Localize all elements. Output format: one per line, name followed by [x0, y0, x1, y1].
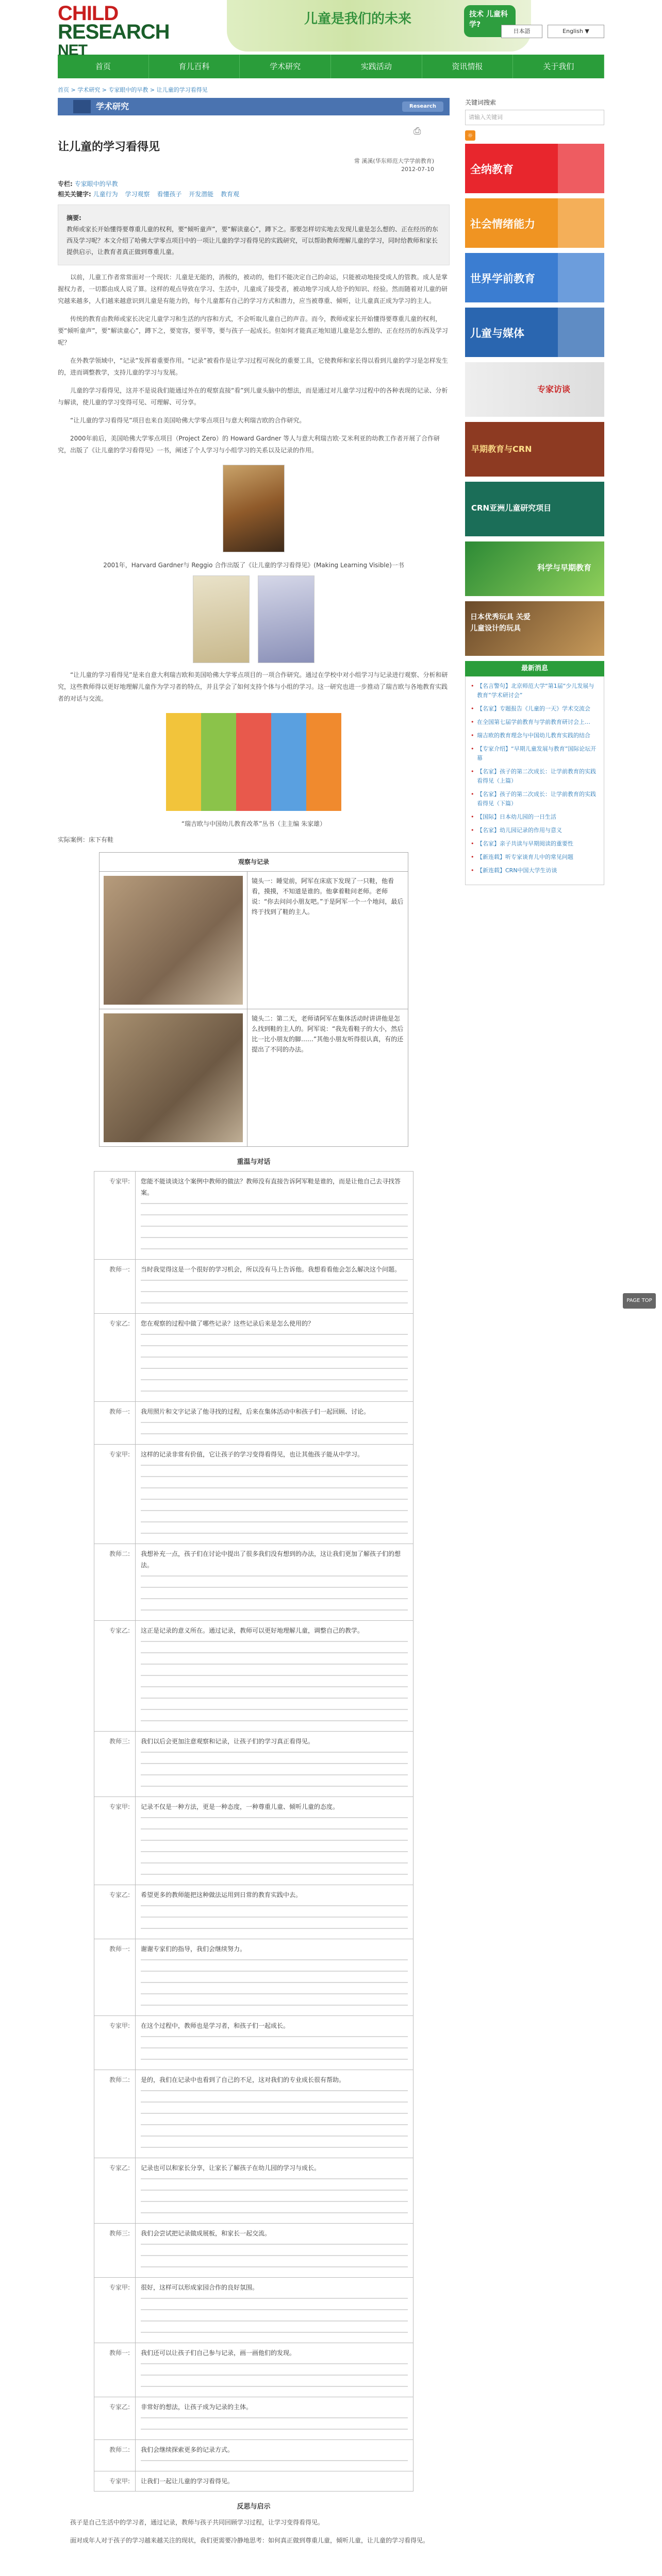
speech — [136, 1402, 413, 1445]
text-lines — [141, 2359, 408, 2393]
abstract-label: 摘要: — [67, 214, 81, 222]
section-title: 反思与启示 — [237, 2503, 271, 2511]
speech-text: 是的，我们在记录中也看到了自己的不足，这对我们的专业成长很有帮助。 — [141, 2076, 345, 2083]
speech — [136, 1732, 413, 1797]
speech — [136, 2397, 413, 2440]
speaker: 教师三: — [94, 2224, 136, 2278]
category-inclusive-education[interactable] — [465, 144, 604, 193]
speech-text: 我们会继续探索更多的记录方式。 — [141, 2446, 234, 2453]
paragraph: 2000年前后，美国哈佛大学零点项目（Project Zero）的 Howard Gardner 等人与意大利瑞吉欧·艾米利亚的幼教工作者开展了合作研究，出版了《让儿童的学习看得见》一书，阐述了个人学习与小组学习的关系以及记录的作用。 — [58, 435, 440, 454]
header-banner — [227, 0, 531, 52]
keyword-link[interactable]: 开发潜能 — [189, 191, 214, 198]
case-photo — [104, 1013, 243, 1142]
speaker: 教师二: — [94, 2440, 136, 2471]
nav-research[interactable]: 学术研究 — [240, 55, 331, 78]
speech-text: 我用照片和文字记录了他寻找的过程，后来在集体活动中和孩子们一起回顾、讨论。 — [141, 1408, 370, 1415]
banner-text: 科学与早期教育 — [537, 563, 592, 572]
keyword-link[interactable]: 看懂孩子 — [157, 191, 182, 198]
column-header — [58, 98, 450, 115]
banner-text: 日本优秀玩具 关爱儿童设计的玩具 — [470, 613, 531, 633]
article-date: 2012-07-10 — [401, 166, 434, 173]
logo-research: RESEARCH — [58, 21, 170, 43]
paragraph: 儿童的学习看得见，这并不是说我们能通过外在的观察直接“看”到儿童头脑中的想法，而是通过对儿童学习过程中的各种表现的记录、分析与解读，使儿童的学习变得可见、可理解、可分享。 — [58, 387, 448, 406]
nav-about[interactable]: 关于我们 — [513, 55, 604, 78]
column-link[interactable]: 专家眼中的早教 — [74, 180, 118, 188]
speech — [136, 2158, 413, 2224]
speech-text: 我想补充一点，孩子们在讨论中提出了很多我们没有想到的办法，这让我们更加了解孩子们的想法。 — [141, 1550, 401, 1569]
speaker: 专家乙: — [94, 2158, 136, 2224]
keyword-link[interactable]: 儿童行为 — [93, 191, 118, 198]
paragraph: “让儿童的学习看得见”是来自意大利瑞吉欧和美国哈佛大学零点项目的一项合作研究。通过在学校中对小组学习与记录进行观察、分析和研究，这些教师得以更好地理解儿童作为学习者的特点，并且学会了如何支持个体与小组的学习。这一研究也进一步推动了瑞吉欧与各地教育实践者的对话与交流。 — [58, 671, 448, 702]
speaker: 教师一: — [94, 1260, 136, 1314]
speaker: 专家甲: — [94, 2016, 136, 2070]
text-lines — [141, 2174, 408, 2219]
table-row — [94, 1732, 413, 1797]
text-lines — [141, 1901, 408, 1935]
article-author: 常 溪溪(华东师范大学学前教育) — [354, 158, 434, 164]
sidebar-banner-interview[interactable] — [465, 362, 604, 417]
news-item[interactable]: • 【名家】专题报告《儿童的一天》学术交流会 — [471, 704, 599, 714]
table-header: 观察与记录 — [100, 853, 408, 872]
book-cover-image — [258, 575, 315, 663]
sidebar-banner-toys[interactable] — [465, 601, 604, 656]
table-row — [94, 1172, 413, 1260]
table-row — [94, 2016, 413, 2070]
book-cover-image — [193, 575, 250, 663]
table-row — [94, 2158, 413, 2224]
banner-text: 早期教育与CRN — [471, 444, 532, 454]
column-icon — [73, 100, 91, 113]
table-row — [94, 2278, 413, 2343]
news-item[interactable]: • 【名家】孩子的第二次成长：让学前教育的实践看得见（上篇） — [471, 767, 599, 786]
page-top-button[interactable]: PAGE TOP — [623, 1293, 656, 1309]
main-content — [58, 98, 450, 2553]
table-row — [94, 2224, 413, 2278]
speech-text: 谢谢专家们的指导，我们会继续努力。 — [141, 1945, 246, 1953]
logo-net: NET — [58, 42, 87, 59]
speech-text: 我们还可以让孩子们自己参与记录，画一画他们的发现。 — [141, 2349, 296, 2357]
category-label: 全纳教育 — [470, 163, 514, 176]
news-item[interactable]: • 【新连载】听专家谈育儿中的常见问题 — [471, 853, 599, 862]
speech-text: 非常好的想法，让孩子成为记录的主体。 — [141, 2403, 253, 2411]
speaker: 专家甲: — [94, 2471, 136, 2492]
paragraph: 在外教学领域中，“记录”发挥着重要作用。“记录”被看作是让学习过程可视化的重要工具，它使教师和家长得以看到儿童的学习是怎样发生的，进而调整教学，支持儿童的学习与发展。 — [58, 357, 448, 376]
speaker: 专家甲: — [94, 1445, 136, 1544]
sidebar-banner-crn[interactable] — [465, 422, 604, 477]
speech-text: 您能不能谈谈这个案例中教师的做法？教师没有直接告诉阿军鞋是谁的，而是让他自己去寻找答案。 — [141, 1178, 401, 1196]
text-lines — [141, 2239, 408, 2273]
table-row — [94, 1621, 413, 1732]
header — [58, 0, 604, 59]
text-lines — [141, 2086, 408, 2154]
category-image — [558, 198, 604, 248]
text-lines — [141, 1812, 408, 1880]
table-row — [94, 2070, 413, 2158]
speech-text: 在这个过程中，教师也是学习者，和孩子们一起成长。 — [141, 2022, 290, 2029]
category-image — [558, 144, 604, 193]
text-lines — [141, 1955, 408, 2011]
speaker: 专家甲: — [94, 2278, 136, 2343]
logo-child: CHILD — [58, 2, 119, 25]
table-row — [94, 2440, 413, 2471]
figure-caption: “瑞吉欧与中国幼儿教育改革”丛书（主主编 朱家雄） — [181, 820, 326, 827]
speech-text: 当时我觉得这是一个很好的学习机会，所以没有马上告诉他。我想看看他会怎么解决这个问题。 — [141, 1266, 401, 1273]
speech — [136, 1621, 413, 1732]
speaker: 专家乙: — [94, 2397, 136, 2440]
print-icon[interactable]: ⎙ — [413, 126, 421, 137]
paragraph: 面对成年人对于孩子的学习越来越关注的现状，我们更需要冷静地思考：如何真正做到尊重儿童，倾听儿童，让儿童的学习看得见。 — [70, 2537, 429, 2544]
category-label: 社会情绪能力 — [470, 218, 535, 230]
case-title: 实际案例：床下有鞋 — [58, 836, 114, 843]
speech-text: 希望更多的教师能把这种做法运用到日常的教育实践中去。 — [141, 1891, 302, 1899]
table-cell: 镜头二：第二天，老师请阿军在集体活动时讲讲他是怎么找到鞋的主人的。阿军说：“我先看鞋子的大小，然后比一比小朋友的脚……”其他小朋友听得很认真，有的还提出了不同的办法。 — [247, 1009, 408, 1147]
speaker: 教师一: — [94, 1402, 136, 1445]
nav-parenting[interactable]: 育儿百科 — [149, 55, 240, 78]
banner-bubble: 技术 儿童科学? — [464, 5, 516, 37]
site-logo[interactable] — [58, 2, 212, 59]
section-title: 重温与对话 — [237, 1158, 271, 1166]
news-item[interactable]: • 【国际】日本幼儿园的一日生活 — [471, 812, 599, 822]
banner-text: CRN亚洲儿童研究项目 — [471, 503, 552, 513]
speech-text: 我们会尝试把记录做成展板，和家长一起交流。 — [141, 2230, 271, 2237]
table-row — [94, 1260, 413, 1314]
speech-text: 我们以后会更加注意观察和记录，让孩子们的学习真正看得见。 — [141, 1738, 315, 1745]
text-lines — [141, 2031, 408, 2065]
paragraph: 以前，儿童工作者常常面对一个现状：儿童是无能的，消极的，被动的，他们不能决定自己的命运，只能被动地接受成人的管教。成人是掌握权力者，一切都由成人说了算。这样的观点导致在学习、生活中，儿童成了接受者，被动地学习成人给予的知识、经验。然而随着对儿童的研究越来越多，人们越来越意识到儿童是有能力的，每个儿童都有自己的学习方式和潜力，应当被尊重、倾听，让儿童真正成为学习的主人。 — [58, 274, 448, 304]
speaker: 教师三: — [94, 1732, 136, 1797]
speech — [136, 1544, 413, 1621]
language-select[interactable]: English ▼ — [548, 25, 604, 38]
speech — [136, 1314, 413, 1402]
speech-text: 这样的记录非常有价值，它让孩子的学习变得看得见，也让其他孩子能从中学习。 — [141, 1451, 364, 1458]
table-row — [94, 1885, 413, 1939]
speech — [136, 1260, 413, 1314]
category-world-preschool[interactable] — [465, 253, 604, 302]
breadcrumb[interactable]: 首页 > 学术研究 > 专家眼中的早教 > 让儿童的学习看得见 — [58, 87, 208, 93]
banner-slogan: 儿童是我们的未来 — [304, 11, 412, 27]
category-label: 世界学前教育 — [470, 273, 535, 285]
search-label: 关键词搜索 — [465, 99, 496, 106]
text-lines — [141, 2413, 408, 2435]
table-row — [94, 1314, 413, 1402]
news-item[interactable]: • 【名家】亲子共读与早期阅读的重要性 — [471, 839, 599, 849]
text-lines — [141, 1198, 408, 1255]
search-input[interactable]: 请输入关键词 — [465, 110, 604, 125]
news-item[interactable]: • 【新连载】CRN中国大学生访谈 — [471, 866, 599, 875]
speech-text: 这正是记录的意义所在。通过记录，教师可以更好地理解儿童，调整自己的教学。 — [141, 1627, 364, 1634]
table-row — [94, 1939, 413, 2016]
sidebar — [465, 98, 604, 885]
paragraph: 传统的教育由教师或家长决定儿童学习和生活的内容和方式，不会听取儿童自己的声音。而今，教师或家长开始懂得要尊重儿童的权利，要“倾听童声”，要“解读童心”，蹲下之，要宽容，要平等，要与孩子一起成长。但如何才能真正地知道儿童是怎么想的、正在经历的东西及学习呢？ — [58, 315, 448, 346]
speaker: 教师一: — [94, 2343, 136, 2397]
speaker: 专家乙: — [94, 1621, 136, 1732]
table-row — [94, 1402, 413, 1445]
sidebar-banner-science[interactable] — [465, 541, 604, 596]
keyword-link[interactable]: 教育观 — [221, 191, 240, 198]
text-lines — [141, 1571, 408, 1616]
keyword-link[interactable]: 学习观察 — [125, 191, 150, 198]
text-lines — [141, 1636, 408, 1727]
news-item[interactable]: • 在全国第七届学前教育与学前教育研讨会上… — [471, 718, 599, 727]
abstract-text: 教师或家长开始懂得要尊重儿童的权利，要“倾听童声”，要“解读童心”，蹲下之。那要怎样切实地去发现儿童是怎么想的、正在经历的东西及学习呢？本文介绍了哈佛大学零点项目中的一项让儿童的学习看得见的实践研究，可以帮助教师理解儿童的学习，同时给教师和家长提供启示，让教育者真正做到尊重儿童。 — [67, 226, 438, 256]
case-photo — [104, 876, 243, 1005]
speech — [136, 2016, 413, 2070]
news-item[interactable]: • 【专家介绍】“早期儿童发展与教育”国际论坛开幕 — [471, 744, 599, 763]
text-lines — [141, 2293, 408, 2338]
rss-icon[interactable]: ☼ — [465, 130, 475, 141]
book-cover-image — [223, 465, 285, 552]
article-title: 让儿童的学习看得见 — [58, 141, 160, 154]
text-lines — [141, 1329, 408, 1397]
speaker: 专家乙: — [94, 1885, 136, 1939]
speech — [136, 1445, 413, 1544]
speech-text: 记录也可以和家长分享，让家长了解孩子在幼儿园的学习与成长。 — [141, 2164, 321, 2172]
speech — [136, 1885, 413, 1939]
speech — [136, 1939, 413, 2016]
nav-practice[interactable]: 实践活动 — [331, 55, 422, 78]
observation-table — [99, 852, 408, 1147]
category-image — [558, 253, 604, 302]
news-item[interactable]: • 【名家】幼儿园记录的作用与意义 — [471, 826, 599, 835]
table-cell: 镜头一：睡觉前，阿军在床底下发现了一只鞋，他看看，摸摸，不知道是谁的。他拿着鞋问老师。老师说：“你去问问小朋友吧。”于是阿军一个一个地问，最后终于找到了鞋的主人。 — [247, 872, 408, 1009]
paragraph: 孩子是自己生活中的学习者，通过记录，教师与孩子共同回顾学习过程，让学习变得看得见。 — [70, 2519, 324, 2526]
speaker: 教师二: — [94, 1544, 136, 1621]
category-social-emotional[interactable] — [465, 198, 604, 248]
text-lines — [141, 1460, 408, 1539]
text-lines — [141, 1417, 408, 1440]
table-row — [94, 1797, 413, 1885]
speaker: 专家甲: — [94, 1797, 136, 1885]
nav-home[interactable]: 首页 — [58, 55, 149, 78]
category-image — [558, 308, 604, 357]
speech-text: 记录不仅是一种方法，更是一种态度，一种尊重儿童、倾听儿童的态度。 — [141, 1803, 339, 1810]
news-item[interactable]: • 瑞吉欧的教育理念与中国幼儿教育实践的结合 — [471, 731, 599, 740]
figure-caption: 2001年，Harvard Gardner与 Reggio 合作出版了《让儿童的学习看得见》(Making Learning Visible)一书 — [103, 562, 404, 569]
paragraph: “让儿童的学习看得见”项目也来自美国哈佛大学零点项目与意大利瑞吉欧的合作研究。 — [70, 417, 306, 424]
speech: 让我们一起让儿童的学习看得见。 — [136, 2471, 413, 2492]
text-lines — [141, 2455, 408, 2467]
speaker: 教师一: — [94, 1939, 136, 2016]
news-list — [465, 676, 604, 885]
speech — [136, 1172, 413, 1260]
table-row — [94, 1544, 413, 1621]
book-covers-row — [58, 575, 450, 663]
speech — [136, 2224, 413, 2278]
article-meta — [58, 157, 450, 174]
speaker: 专家甲: — [94, 1172, 136, 1260]
speech — [136, 2278, 413, 2343]
table-row — [94, 2343, 413, 2397]
sidebar-banner-asia[interactable] — [465, 482, 604, 536]
news-item[interactable]: • 【名家】孩子的第二次成长：让学前教育的实践看得见（下篇） — [471, 790, 599, 808]
speaker: 专家乙: — [94, 1314, 136, 1402]
table-row — [94, 1445, 413, 1544]
speech — [136, 2440, 413, 2471]
book-series-image — [166, 713, 341, 811]
keywords-label: 相关关键字: — [58, 191, 91, 198]
article-keywords — [58, 179, 450, 199]
speech-text: 很好，这样可以形成家园合作的良好氛围。 — [141, 2284, 259, 2291]
lang-label[interactable]: 日本語 — [501, 25, 542, 38]
column-badge: Research — [402, 101, 443, 112]
column-name: 学术研究 — [96, 101, 129, 111]
speech — [136, 1797, 413, 1885]
text-lines — [141, 1747, 408, 1792]
news-item[interactable]: • 【名言警句】北京师范大学“第1届“少儿发展与教育”学术研讨会” — [471, 682, 599, 700]
text-lines — [141, 1275, 408, 1309]
speaker: 教师二: — [94, 2070, 136, 2158]
category-children-media[interactable] — [465, 308, 604, 357]
table-row — [94, 2397, 413, 2440]
nav-news[interactable]: 资讯情报 — [422, 55, 514, 78]
abstract-box — [58, 205, 450, 265]
speech — [136, 2070, 413, 2158]
category-label: 儿童与媒体 — [470, 327, 524, 340]
speech — [136, 2343, 413, 2397]
column-label: 专栏: — [58, 180, 73, 188]
dialogue-table — [94, 1171, 413, 2492]
table-row — [94, 2471, 413, 2492]
banner-text: 专家访谈 — [537, 384, 571, 394]
news-box-title: 最新消息 — [465, 661, 604, 676]
speech-text: 您在观察的过程中做了哪些记录？这些记录后来是怎么使用的？ — [141, 1320, 315, 1327]
page-wrapper — [58, 0, 604, 2544]
